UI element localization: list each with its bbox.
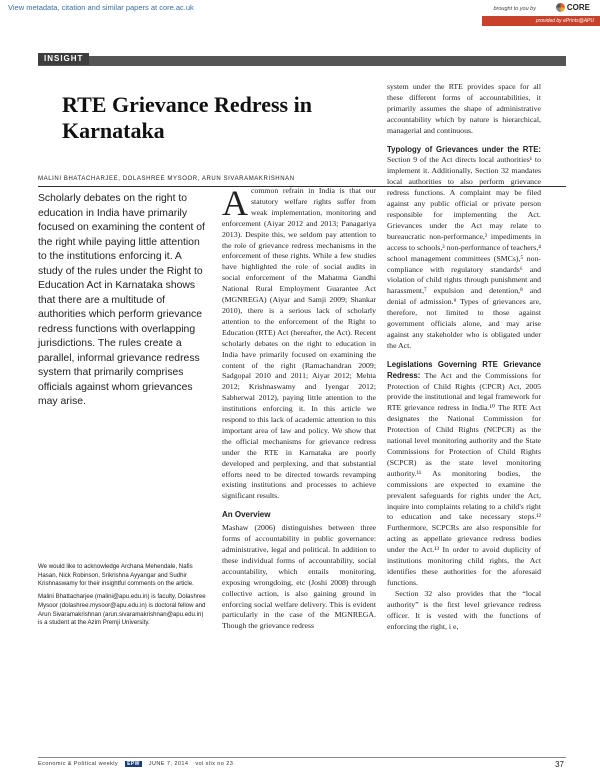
core-metadata-link[interactable]: View metadata, citation and similar papers at core.ac.uk: [8, 3, 194, 12]
abstract: Scholarly debates on the right to education in India have primarily focused on examining the content of the right while paying little attention to the institutions enforcing it. A study of the rules under the Right to Education Act in Karnataka shows that there are a multitude of authorities which perform grievance redress functions with overlapping jurisdictions. The rules create a parallel, informal grievance redress system that primarily comprises officials against whom grievances may arise.: [38, 193, 205, 407]
core-logo-icon: [556, 3, 565, 12]
epw-logo: EPW: [127, 761, 140, 767]
issue-date: JUNE 7, 2014: [148, 761, 189, 767]
author-line: MALINI BHATACHARJEE, DOLASHREE MYSOOR, ARUN SIVARAMAKRISHNAN: [38, 176, 295, 182]
continued-paragraph: system under the RTE provides space for all these different forms of accountabilities, it primarily assumes the shape of administrative accountability which by nature is hierarchical, managerial and continuous.: [387, 82, 541, 135]
core-logo[interactable]: [556, 3, 590, 12]
section32-paragraph: Section 32 also provides that the “local authority” is the first level grievance redress officer. It is vested with the functions of enforcing the right, i e,: [387, 588, 541, 631]
provided-by-banner[interactable]: provided by ePrints@APU: [482, 16, 600, 26]
legislation-paragraph: Legislations Governing RTE Grievance Redress: The Act and the Commissions for Protection of Child Rights (CPCR) Act, 2005 provide the institutional and legal framework for RTE grievance redress in India.¹⁰ The RTE Act designates the National Commission for Protection of Child Rights (NCPCR) as the national level monitoring authority and the State Commissions for Protection of Child Rights (SCPCR) as the state level monitoring authority.¹¹ As monitoring bodies, the commissions are expected to examine the prevalent safeguards for rights under the Act, inquire into complaints relating to a child's right to education and take necessary steps.¹² Furthermore, SCPCRs are also responsible for acting as appellate grievance redress bodies under the Act.¹³ In order to avoid duplicity of institutions monitoring child rights, the Act identifies these authorities for the aforesaid functions.: [387, 359, 541, 587]
legislation-heading: Legislations Governing RTE Grievance Redress:: [387, 359, 541, 380]
article-title: RTE Grievance Redress in Karnataka: [62, 92, 312, 143]
acknowledgement: We would like to acknowledge Archana Mehendale, Nafis Hasan, Nick Robinson, Srikrishna Ayyangar and Sudhir Krishnaswamy for their insightful comments on the article.: [38, 563, 194, 588]
footer-divider: [38, 757, 566, 758]
overview-paragraph: Mashaw (2006) distinguishes between three forms of accountability in public governance: administrative, legal and political. In addition to these individual forms of accountability, social accountability, which entails monitoring, exposing wrongdoing, etc (Joshi 2008) through collective action, is also gaining ground in enforcing social welfare delivery. This is evident particularly in the case of the MGNREGA. Though the grievance redress: [222, 523, 376, 631]
footer: [38, 761, 233, 767]
volume-info: vol xlix no 23: [195, 761, 234, 767]
brought-by-text: brought to you by: [493, 6, 536, 12]
typology-paragraph: Typology of Grievances under the RTE: Section 9 of the Act directs local authorities¹ to implement it. Additionally, Section 32 mandates local authorities to also perform grievance redress functions. A complaint may be filed against any public official or private person responsible for implementing the Act. Grievances under the Act may relate to bureaucratic non-performance,² impediments in access to schools,³ non-performance of teachers,⁴ school management committees (SMCs),⁵ non-compliance with regulatory standards⁶ and violation of child rights through punishment and harassment,⁷ expulsion and detention,⁸ and denial of admission.⁹ Types of grievances are, therefore, not limited to those against government officials alone, and may arise against any stakeholder who is obligated under the Act.: [387, 144, 541, 350]
core-logo-text: CORE: [566, 3, 590, 12]
section-label: INSIGHT: [38, 53, 89, 65]
author-notes: [38, 563, 206, 632]
drop-cap: A: [222, 183, 248, 223]
body-column-middle: [222, 183, 376, 632]
journal-name: Economic & Political weekly: [38, 761, 119, 767]
page-number: 37: [555, 760, 564, 769]
subheading-overview: An Overview: [222, 510, 271, 520]
body-column-right: [387, 82, 541, 632]
opening-paragraph: Acommon refrain in India is that our statutory welfare rights suffer from weak implementation, monitoring and enforcement (Aiyar 2012 and 2013; Panagariya 2013). Despite this, we seldom pay attention to the role of grievance redress mechanisms in the enforcement of these rights. While a few studies have highlighted the role of social audits in social enforcement of the Mahatma Gandhi National Rural Employment Guarantee Act (MGNREGA) (Aiyar and Samji 2009; Shankar 2010), there is a serious lack of scholarly attention to the enforcement of the Right to Education (RTE) Act (hereafter, the Act). Recent scholarly debates on the right to education in India have primarily focused on examining the content of the right (Ramachandran 2009; Sadgopal 2010 and 2011; Aiyar 2012; Mehta 2012; Krishnaswamy and Iyengar 2012; Sabherwal 2012), paying little attention to the institutions enforcing it. In this article we respond to this lack of academic attention to this important area of law and policy. We show that the official mechanisms for grievance redress under the RTE in Karnataka are poorly developed and perplexing, and that substantial efforts need to be directed towards revamping existing institutions and processes to achieve significant results.: [222, 183, 376, 501]
typology-heading: Typology of Grievances under the RTE:: [387, 144, 541, 154]
section-bar: [38, 56, 566, 66]
author-bio: Malini Bhattacharjee (malini@apu.edu.in) is faculty, Dolashree Mysoor (dolashree.mysoor@apu.edu.in) is doctoral fellow and Arun Sivaramakrishnan (arun.sivaramakrishnan@apu.edu.in) is a student at the Azim Premji University.: [38, 593, 206, 627]
